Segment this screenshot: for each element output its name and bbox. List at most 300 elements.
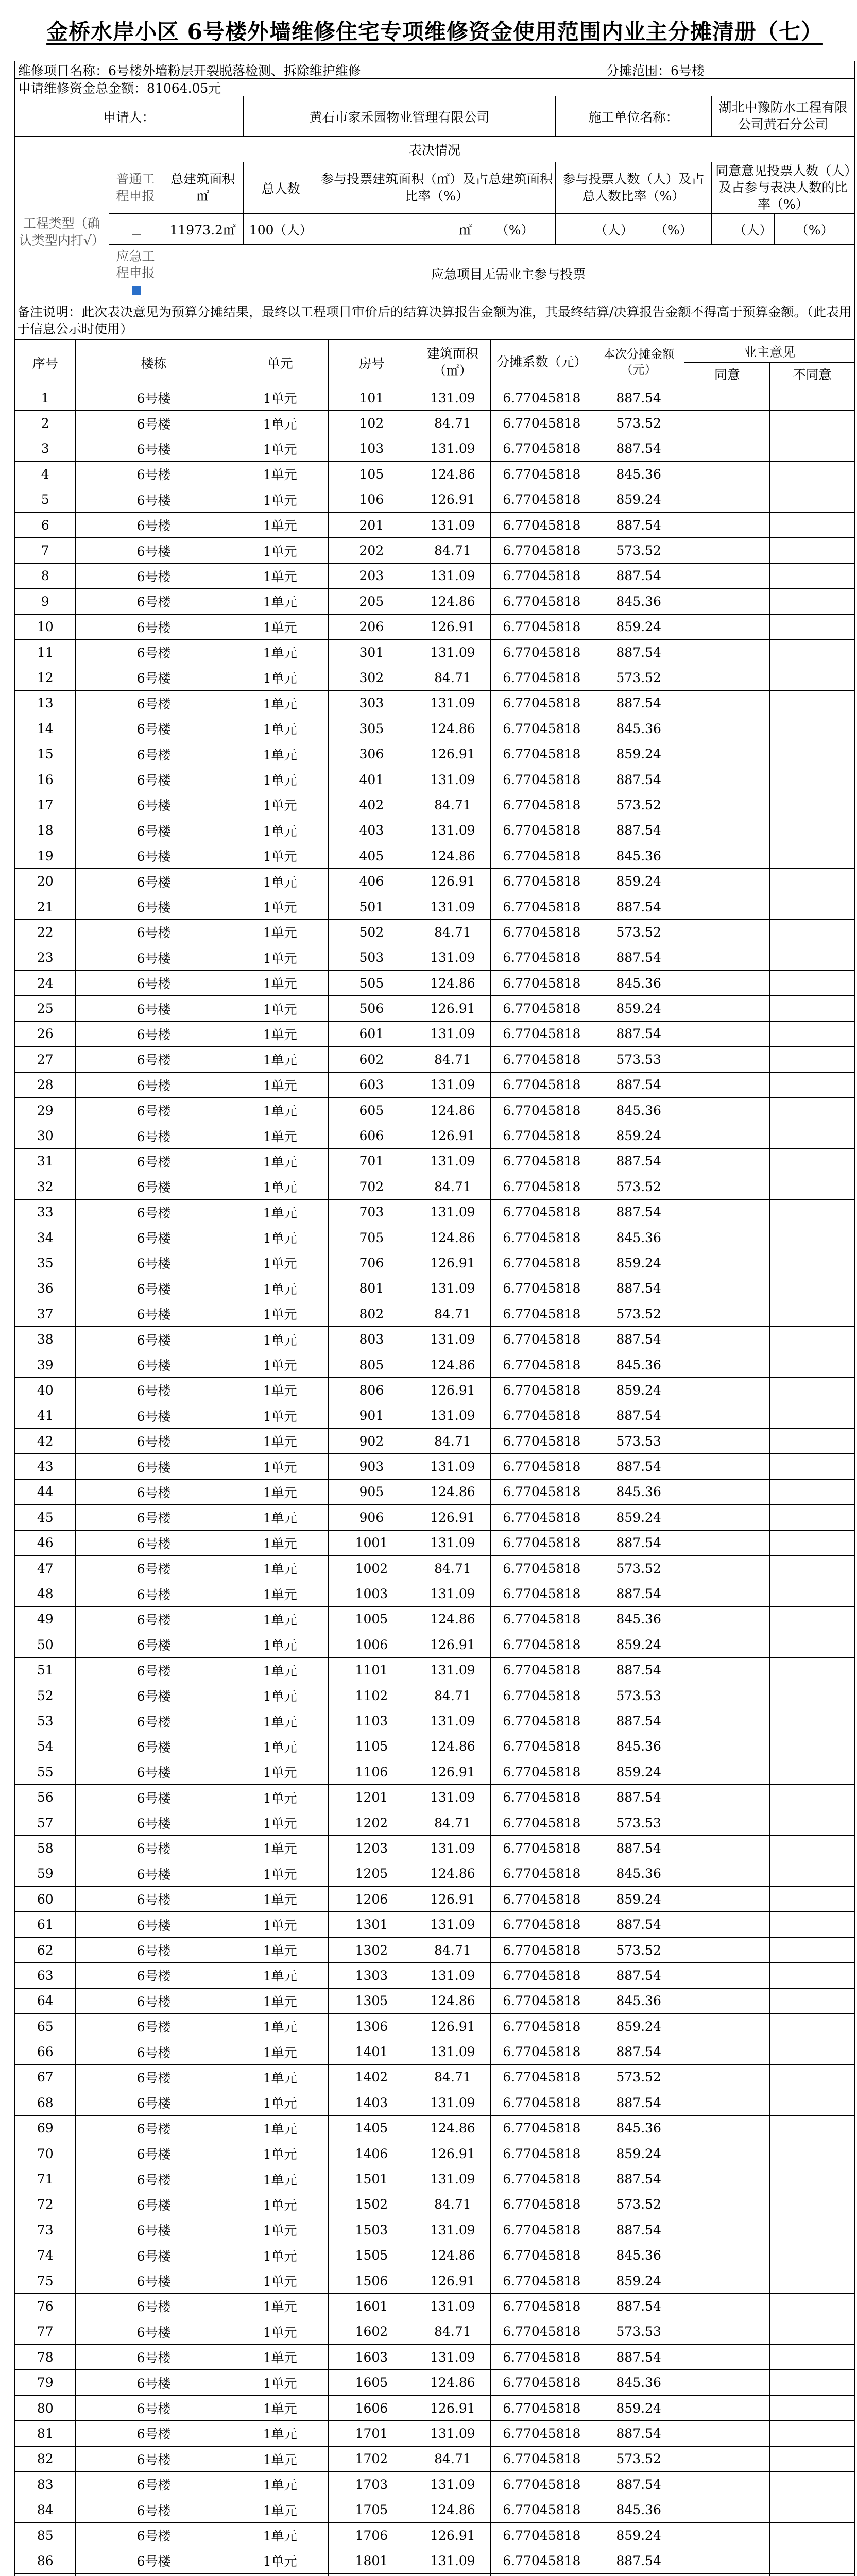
row-building: 6号楼	[76, 1657, 232, 1683]
row-disagree-cell[interactable]	[770, 2166, 855, 2192]
applicant-label: 申请人：	[15, 96, 244, 137]
row-amount: 573.52	[593, 920, 684, 945]
row-disagree-cell[interactable]	[770, 2421, 855, 2446]
row-building: 6号楼	[76, 767, 232, 792]
row-disagree-cell[interactable]	[770, 2090, 855, 2115]
participate-area-value	[318, 214, 474, 245]
row-disagree-cell[interactable]	[770, 1454, 855, 1479]
row-area: 124.86	[415, 589, 490, 614]
row-agree-cell[interactable]	[684, 2064, 770, 2090]
row-coef: 6.77045818	[490, 1937, 593, 1962]
row-disagree-cell[interactable]	[770, 1988, 855, 2013]
row-agree-cell[interactable]	[684, 2141, 770, 2166]
row-disagree-cell[interactable]	[770, 462, 855, 487]
row-disagree-cell[interactable]	[770, 2268, 855, 2293]
row-agree-cell[interactable]	[684, 1988, 770, 2013]
table-row	[15, 1937, 855, 1962]
row-coef: 6.77045818	[490, 1123, 593, 1148]
row-no: 75	[15, 2268, 76, 2293]
row-disagree-cell[interactable]	[770, 1225, 855, 1250]
row-coef	[490, 2573, 593, 2576]
row-agree-cell[interactable]	[684, 2268, 770, 2293]
row-room: 1002	[328, 1555, 415, 1581]
row-agree-cell[interactable]	[684, 589, 770, 614]
row-coef: 6.77045818	[490, 1174, 593, 1199]
row-agree-cell[interactable]	[684, 2345, 770, 2370]
row-disagree-cell[interactable]	[770, 945, 855, 970]
row-unit: 1单元	[232, 2370, 328, 2395]
row-amount: 573.52	[593, 411, 684, 436]
row-unit: 1单元	[232, 818, 328, 843]
row-disagree-cell[interactable]	[770, 2319, 855, 2344]
row-disagree-cell[interactable]	[770, 2192, 855, 2217]
row-agree-cell[interactable]	[684, 1148, 770, 1174]
row-disagree-cell[interactable]	[770, 1352, 855, 1377]
header-table	[14, 96, 855, 340]
row-amount: 573.52	[593, 2064, 684, 2090]
row-no: 24	[15, 970, 76, 995]
row-agree-cell[interactable]	[684, 2014, 770, 2039]
row-disagree-cell[interactable]	[770, 1199, 855, 1225]
row-amount: 859.24	[593, 2141, 684, 2166]
row-agree-cell[interactable]	[684, 920, 770, 945]
row-disagree-cell[interactable]	[770, 436, 855, 461]
row-disagree-cell[interactable]	[770, 1912, 855, 1937]
row-area: 124.86	[415, 843, 490, 869]
row-agree-cell[interactable]	[684, 1479, 770, 1504]
row-agree-cell[interactable]	[684, 1174, 770, 1199]
row-agree-cell[interactable]	[684, 1785, 770, 1810]
row-agree-cell[interactable]	[684, 1454, 770, 1479]
row-disagree-cell[interactable]	[770, 1123, 855, 1148]
row-room: 901	[328, 1403, 415, 1428]
row-agree-cell[interactable]	[684, 767, 770, 792]
row-building: 6号楼	[76, 1734, 232, 1759]
row-room: 203	[328, 563, 415, 588]
row-disagree-cell[interactable]	[770, 1148, 855, 1174]
row-area: 124.86	[415, 2243, 490, 2268]
row-unit: 1单元	[232, 1657, 328, 1683]
row-area: 124.86	[415, 716, 490, 741]
row-agree-cell[interactable]	[684, 1963, 770, 1988]
row-coef: 6.77045818	[490, 1250, 593, 1276]
row-agree-cell[interactable]	[684, 1378, 770, 1403]
row-disagree-cell[interactable]	[770, 2115, 855, 2141]
row-agree-cell[interactable]	[684, 945, 770, 970]
row-disagree-cell[interactable]	[770, 1250, 855, 1276]
row-agree-cell[interactable]	[684, 1836, 770, 1861]
row-agree-cell[interactable]	[684, 1683, 770, 1708]
row-area: 126.91	[415, 2268, 490, 2293]
row-agree-cell[interactable]	[684, 869, 770, 894]
row-disagree-cell[interactable]	[770, 1887, 855, 1912]
emergency-project-checkbox[interactable]	[132, 286, 141, 295]
row-amount: 845.36	[593, 1479, 684, 1504]
table-row	[15, 2141, 855, 2166]
row-agree-cell[interactable]	[684, 2522, 770, 2548]
row-unit: 1单元	[232, 1810, 328, 1835]
row-disagree-cell[interactable]	[770, 1530, 855, 1555]
row-coef: 6.77045818	[490, 818, 593, 843]
row-area: 131.09	[415, 563, 490, 588]
row-disagree-cell[interactable]	[770, 2064, 855, 2090]
row-agree-cell[interactable]	[684, 1530, 770, 1555]
row-disagree-cell[interactable]	[770, 792, 855, 818]
row-coef: 6.77045818	[490, 2472, 593, 2497]
row-disagree-cell[interactable]	[770, 1174, 855, 1199]
row-room: 801	[328, 1276, 415, 1301]
row-disagree-cell[interactable]	[770, 665, 855, 690]
row-unit: 1单元	[232, 1555, 328, 1581]
row-agree-cell[interactable]	[684, 512, 770, 537]
row-amount: 887.54	[593, 639, 684, 665]
row-room: 405	[328, 843, 415, 869]
row-disagree-cell[interactable]	[770, 690, 855, 716]
row-building: 6号楼	[76, 1047, 232, 1072]
row-agree-cell[interactable]	[684, 1301, 770, 1327]
row-no: 3	[15, 436, 76, 461]
row-coef: 6.77045818	[490, 2421, 593, 2446]
row-agree-cell[interactable]	[684, 2039, 770, 2064]
row-disagree-cell[interactable]	[770, 1810, 855, 1835]
row-agree-cell[interactable]	[684, 1937, 770, 1962]
row-agree-cell[interactable]	[684, 2294, 770, 2319]
row-coef: 6.77045818	[490, 563, 593, 588]
row-disagree-cell[interactable]	[770, 1734, 855, 1759]
row-unit: 1单元	[232, 1887, 328, 1912]
row-disagree-cell[interactable]	[770, 1937, 855, 1962]
table-row	[15, 538, 855, 563]
row-disagree-cell[interactable]	[770, 639, 855, 665]
row-agree-cell[interactable]	[684, 1657, 770, 1683]
row-disagree-cell[interactable]	[770, 1836, 855, 1861]
row-agree-cell[interactable]	[684, 2243, 770, 2268]
row-building	[76, 2573, 232, 2576]
row-area: 124.86	[415, 2370, 490, 2395]
row-amount: 887.54	[593, 1657, 684, 1683]
emergency-note: 应急项目无需业主参与投票	[162, 245, 855, 302]
row-building: 6号楼	[76, 1148, 232, 1174]
row-agree-cell[interactable]	[684, 996, 770, 1021]
row-area: 131.09	[415, 1403, 490, 1428]
row-agree-cell[interactable]	[684, 2217, 770, 2243]
row-agree-cell[interactable]	[684, 563, 770, 588]
row-agree-cell[interactable]	[684, 1505, 770, 1530]
normal-project-checkbox[interactable]	[132, 226, 141, 235]
row-disagree-cell[interactable]	[770, 869, 855, 894]
table-row	[15, 996, 855, 1021]
row-disagree-cell[interactable]	[770, 1555, 855, 1581]
row-disagree-cell[interactable]	[770, 2472, 855, 2497]
row-disagree-cell[interactable]	[770, 894, 855, 919]
row-building: 6号楼	[76, 1199, 232, 1225]
row-agree-cell[interactable]	[684, 1123, 770, 1148]
row-agree-cell[interactable]	[684, 894, 770, 919]
row-disagree-cell[interactable]	[770, 1606, 855, 1632]
row-agree-cell[interactable]	[684, 1555, 770, 1581]
row-disagree-cell[interactable]	[770, 1403, 855, 1428]
row-area	[415, 2573, 490, 2576]
row-agree-cell[interactable]	[684, 2115, 770, 2141]
row-amount: 573.52	[593, 665, 684, 690]
row-agree-cell[interactable]	[684, 1708, 770, 1734]
row-agree-cell[interactable]	[684, 1072, 770, 1097]
row-disagree-cell[interactable]	[770, 1505, 855, 1530]
row-disagree-cell[interactable]	[770, 2573, 855, 2576]
row-disagree-cell[interactable]	[770, 1963, 855, 1988]
row-unit: 1单元	[232, 1581, 328, 1606]
scope-label: 分摊范围：	[606, 63, 671, 78]
row-agree-cell[interactable]	[684, 2090, 770, 2115]
row-disagree-cell[interactable]	[770, 1327, 855, 1352]
row-agree-cell[interactable]	[684, 538, 770, 563]
row-disagree-cell[interactable]	[770, 818, 855, 843]
row-disagree-cell[interactable]	[770, 767, 855, 792]
row-area: 124.86	[415, 1734, 490, 1759]
table-row	[15, 411, 855, 436]
row-disagree-cell[interactable]	[770, 2039, 855, 2064]
row-room: 601	[328, 1021, 415, 1046]
row-agree-cell[interactable]	[684, 1097, 770, 1123]
table-row	[15, 2064, 855, 2090]
row-disagree-cell[interactable]	[770, 2446, 855, 2471]
row-agree-cell[interactable]	[684, 792, 770, 818]
row-amount: 887.54	[593, 1530, 684, 1555]
row-agree-cell[interactable]	[684, 2446, 770, 2471]
row-area: 84.71	[415, 1683, 490, 1708]
row-agree-cell[interactable]	[684, 487, 770, 512]
row-agree-cell[interactable]	[684, 716, 770, 741]
row-disagree-cell[interactable]	[770, 385, 855, 411]
row-unit: 1单元	[232, 1454, 328, 1479]
row-agree-cell[interactable]	[684, 2319, 770, 2344]
normal-project-checkbox-cell[interactable]	[109, 214, 162, 245]
row-agree-cell[interactable]	[684, 1403, 770, 1428]
row-agree-cell[interactable]	[684, 1810, 770, 1835]
row-unit: 1单元	[232, 2446, 328, 2471]
row-building: 6号楼	[76, 1937, 232, 1962]
row-agree-cell[interactable]	[684, 2573, 770, 2576]
row-agree-cell[interactable]	[684, 1887, 770, 1912]
row-disagree-cell[interactable]	[770, 1708, 855, 1734]
row-room: 701	[328, 1148, 415, 1174]
row-disagree-cell[interactable]	[770, 2345, 855, 2370]
row-disagree-cell[interactable]	[770, 2014, 855, 2039]
row-agree-cell[interactable]	[684, 1352, 770, 1377]
row-area: 124.86	[415, 1225, 490, 1250]
row-disagree-cell[interactable]	[770, 512, 855, 537]
row-room: 1702	[328, 2446, 415, 2471]
row-agree-cell[interactable]	[684, 690, 770, 716]
row-disagree-cell[interactable]	[770, 970, 855, 995]
row-agree-cell[interactable]	[684, 1606, 770, 1632]
row-no: 23	[15, 945, 76, 970]
row-unit: 1单元	[232, 2192, 328, 2217]
emergency-project-label: 应急工程申报	[116, 248, 155, 281]
table-row	[15, 792, 855, 818]
row-no: 1	[15, 385, 76, 411]
row-building: 6号楼	[76, 1454, 232, 1479]
row-agree-cell[interactable]	[684, 385, 770, 411]
row-no: 12	[15, 665, 76, 690]
row-agree-cell[interactable]	[684, 2166, 770, 2192]
scope-field	[606, 61, 705, 79]
row-disagree-cell[interactable]	[770, 2497, 855, 2522]
row-agree-cell[interactable]	[684, 639, 770, 665]
participate-people-header: 参与投票人数（人）及占总人数比率（%）	[555, 162, 711, 214]
row-agree-cell[interactable]	[684, 2421, 770, 2446]
row-agree-cell[interactable]	[684, 614, 770, 639]
row-disagree-cell[interactable]	[770, 2395, 855, 2420]
row-agree-cell[interactable]	[684, 2497, 770, 2522]
row-coef: 6.77045818	[490, 1657, 593, 1683]
row-disagree-cell[interactable]	[770, 2141, 855, 2166]
table-row	[15, 1429, 855, 1454]
normal-project-cell[interactable]	[109, 162, 162, 214]
row-disagree-cell[interactable]	[770, 2548, 855, 2573]
row-agree-cell[interactable]	[684, 1734, 770, 1759]
row-unit: 1单元	[232, 970, 328, 995]
row-disagree-cell[interactable]	[770, 1785, 855, 1810]
row-agree-cell[interactable]	[684, 665, 770, 690]
row-agree-cell[interactable]	[684, 1225, 770, 1250]
total-area-value: 11973.2㎡	[162, 214, 244, 245]
table-row	[15, 869, 855, 894]
row-disagree-cell[interactable]	[770, 1581, 855, 1606]
row-unit: 1单元	[232, 639, 328, 665]
row-agree-cell[interactable]	[684, 2192, 770, 2217]
row-no: 45	[15, 1505, 76, 1530]
row-disagree-cell[interactable]	[770, 2294, 855, 2319]
row-agree-cell[interactable]	[684, 818, 770, 843]
row-agree-cell[interactable]	[684, 2548, 770, 2573]
row-area: 84.71	[415, 2192, 490, 2217]
row-agree-cell[interactable]	[684, 1199, 770, 1225]
row-disagree-cell[interactable]	[770, 996, 855, 1021]
row-disagree-cell[interactable]	[770, 920, 855, 945]
project-name-line	[14, 61, 855, 78]
total-amount-line	[14, 78, 855, 96]
row-amount: 887.54	[593, 1581, 684, 1606]
row-disagree-cell[interactable]	[770, 1861, 855, 1886]
row-no: 83	[15, 2472, 76, 2497]
row-disagree-cell[interactable]	[770, 2370, 855, 2395]
row-disagree-cell[interactable]	[770, 538, 855, 563]
row-agree-cell[interactable]	[684, 1047, 770, 1072]
table-row	[15, 818, 855, 843]
row-disagree-cell[interactable]	[770, 1047, 855, 1072]
row-disagree-cell[interactable]	[770, 2217, 855, 2243]
participate-area-header: 参与投票建筑面积（㎡）及占总建筑面积比率（%）	[318, 162, 556, 214]
row-disagree-cell[interactable]	[770, 1657, 855, 1683]
row-unit: 1单元	[232, 1683, 328, 1708]
row-disagree-cell[interactable]	[770, 563, 855, 588]
row-agree-cell[interactable]	[684, 436, 770, 461]
row-room: 803	[328, 1327, 415, 1352]
row-building: 6号楼	[76, 2014, 232, 2039]
row-disagree-cell[interactable]	[770, 1301, 855, 1327]
row-agree-cell[interactable]	[684, 1632, 770, 1657]
row-disagree-cell[interactable]	[770, 1276, 855, 1301]
row-agree-cell[interactable]	[684, 1759, 770, 1785]
row-no: 11	[15, 639, 76, 665]
row-disagree-cell[interactable]	[770, 1097, 855, 1123]
row-disagree-cell[interactable]	[770, 1759, 855, 1785]
row-agree-cell[interactable]	[684, 1021, 770, 1046]
row-disagree-cell[interactable]	[770, 1632, 855, 1657]
row-area: 131.09	[415, 1148, 490, 1174]
row-agree-cell[interactable]	[684, 1327, 770, 1352]
row-disagree-cell[interactable]	[770, 1479, 855, 1504]
row-agree-cell[interactable]	[684, 1276, 770, 1301]
row-room: 1605	[328, 2370, 415, 2395]
row-amount: 887.54	[593, 1836, 684, 1861]
row-area: 131.09	[415, 945, 490, 970]
table-row	[15, 2548, 855, 2573]
row-agree-cell[interactable]	[684, 1429, 770, 1454]
col-header-agree: 同意	[684, 363, 770, 385]
row-room: 1202	[328, 1810, 415, 1835]
row-disagree-cell[interactable]	[770, 2243, 855, 2268]
row-disagree-cell[interactable]	[770, 741, 855, 767]
row-disagree-cell[interactable]	[770, 1072, 855, 1097]
row-area: 84.71	[415, 2319, 490, 2344]
row-disagree-cell[interactable]	[770, 487, 855, 512]
row-amount: 887.54	[593, 1276, 684, 1301]
row-room: 602	[328, 1047, 415, 1072]
row-agree-cell[interactable]	[684, 741, 770, 767]
row-area: 131.09	[415, 1581, 490, 1606]
row-coef: 6.77045818	[490, 1021, 593, 1046]
row-amount	[593, 2573, 684, 2576]
row-disagree-cell[interactable]	[770, 1378, 855, 1403]
row-disagree-cell[interactable]	[770, 716, 855, 741]
table-row	[15, 2395, 855, 2420]
row-no: 20	[15, 869, 76, 894]
row-disagree-cell[interactable]	[770, 1429, 855, 1454]
table-row	[15, 1810, 855, 1835]
row-room: 603	[328, 1072, 415, 1097]
row-agree-cell[interactable]	[684, 2472, 770, 2497]
row-agree-cell[interactable]	[684, 2395, 770, 2420]
row-agree-cell[interactable]	[684, 1581, 770, 1606]
row-agree-cell[interactable]	[684, 1250, 770, 1276]
row-disagree-cell[interactable]	[770, 1021, 855, 1046]
row-disagree-cell[interactable]	[770, 614, 855, 639]
row-agree-cell[interactable]	[684, 462, 770, 487]
row-area: 126.91	[415, 1632, 490, 1657]
row-room: 106	[328, 487, 415, 512]
row-agree-cell[interactable]	[684, 2370, 770, 2395]
table-row	[15, 2014, 855, 2039]
row-agree-cell[interactable]	[684, 411, 770, 436]
row-agree-cell[interactable]	[684, 1912, 770, 1937]
row-disagree-cell[interactable]	[770, 843, 855, 869]
row-agree-cell[interactable]	[684, 970, 770, 995]
row-room: 1502	[328, 2192, 415, 2217]
row-disagree-cell[interactable]	[770, 411, 855, 436]
table-row	[15, 2319, 855, 2344]
row-disagree-cell[interactable]	[770, 1683, 855, 1708]
row-disagree-cell[interactable]	[770, 589, 855, 614]
row-unit: 1单元	[232, 1148, 328, 1174]
emergency-project-cell[interactable]	[109, 245, 162, 302]
row-amount: 887.54	[593, 818, 684, 843]
row-disagree-cell[interactable]	[770, 2522, 855, 2548]
row-agree-cell[interactable]	[684, 843, 770, 869]
row-agree-cell[interactable]	[684, 1861, 770, 1886]
row-amount: 887.54	[593, 1454, 684, 1479]
